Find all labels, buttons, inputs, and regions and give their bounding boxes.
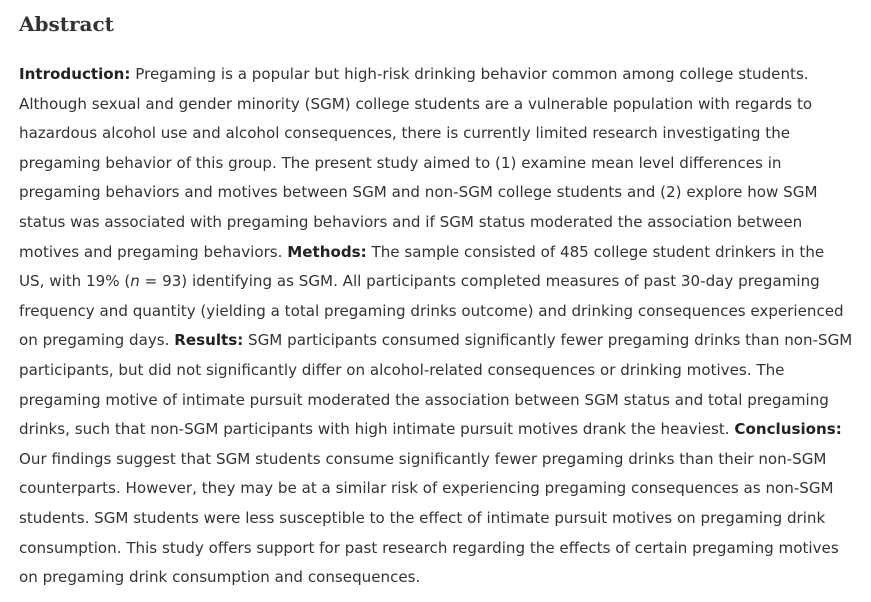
methods-label: Methods: <box>287 242 367 261</box>
introduction-text: Pregaming is a popular but high-risk drinking behavior common among college students. Although sexual and gender minority (SGM) college students are a vulnerable population with regards to hazardous alcohol use and alcohol consequences, there is currently limited research investigating the pregaming behavior of this group. The present study aimed to (1) examine mean level differences in pregaming behaviors and motives between SGM and non-SGM college students and (2) explore how SGM status was associated with pregaming behaviors and if SGM status moderated the association between motives and pregaming behaviors. <box>19 65 818 261</box>
conclusions-label: Conclusions: <box>734 420 842 439</box>
results-text: SGM participants consumed significantly fewer pregaming drinks than non-SGM participants, but did not significantly differ on alcohol-related consequences or drinking motives. The pregaming motive of intimate pursuit moderated the association between SGM status and total pregaming drinks, such that non-SGM participants with high intimate pursuit motives drank the heaviest. <box>19 331 853 439</box>
results-label: Results: <box>174 331 244 350</box>
methods-text-before-n: The sample consisted of 485 college student drinkers in the US, with 19% ( <box>19 242 825 291</box>
abstract-section <box>19 10 854 593</box>
abstract-heading: Abstract <box>19 12 114 36</box>
abstract-body <box>19 60 854 593</box>
methods-text-after-n: = 93) identifying as SGM. All participants completed measures of past 30-day pregaming frequency and quantity (yielding a total pregaming drinks outcome) and drinking consequences experienced on pregaming days. <box>19 272 844 350</box>
sample-size-symbol: n <box>130 272 140 291</box>
introduction-label: Introduction: <box>19 65 131 83</box>
conclusions-text: Our findings suggest that SGM students consume significantly fewer pregaming drinks than their non-SGM counterparts. However, they may be at a similar risk of experiencing pregaming consequences as non-SGM students. SGM students were less susceptible to the effect of intimate pursuit motives on pregaming drink consumption. This study offers support for past research regarding the effects of certain pregaming motives on pregaming drink consumption and consequences. <box>19 449 839 587</box>
